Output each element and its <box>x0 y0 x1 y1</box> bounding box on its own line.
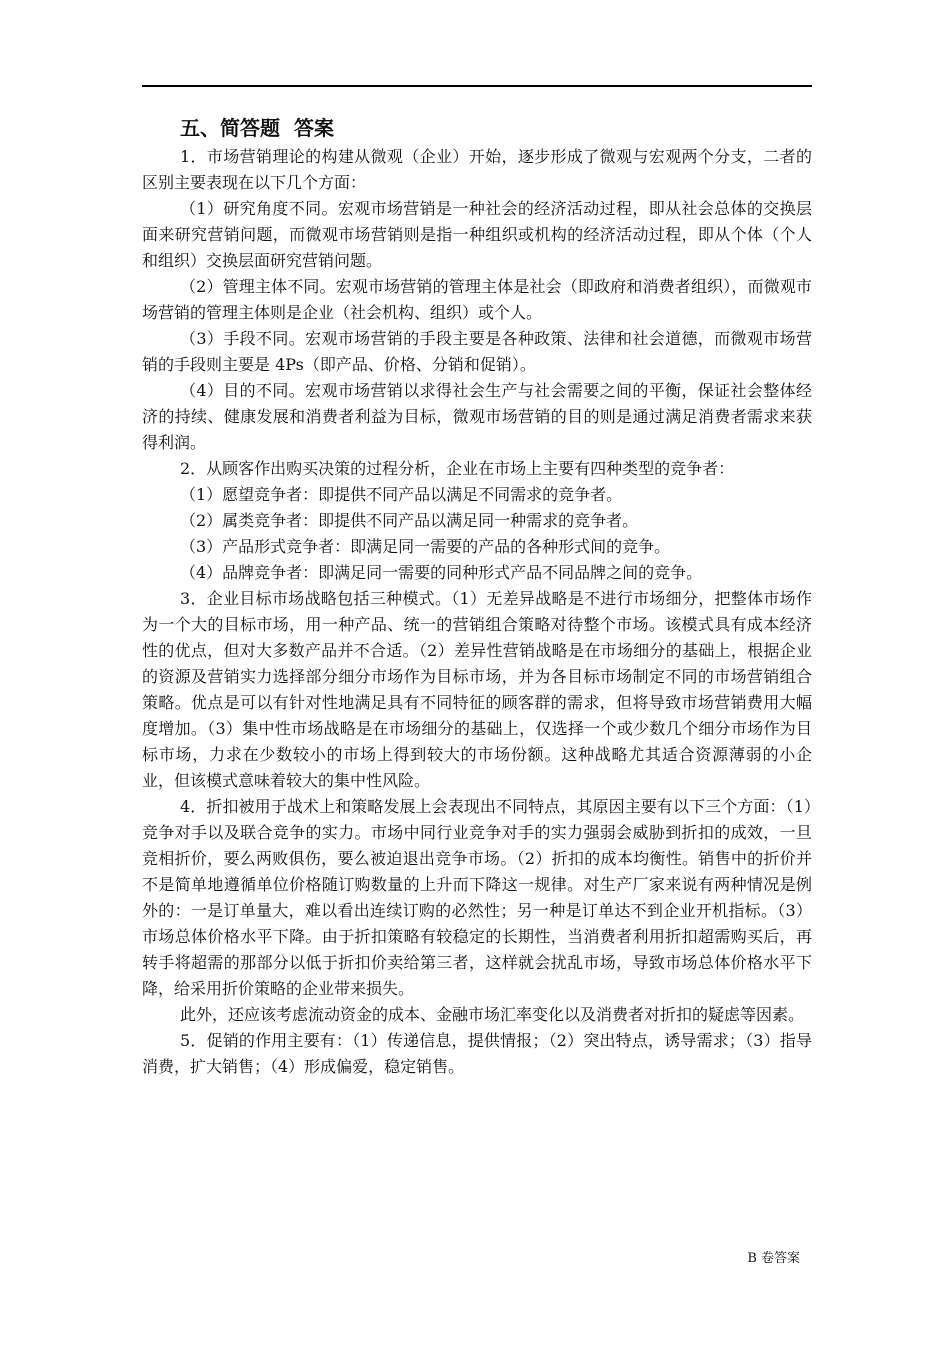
section-title-answer: 答案 <box>294 116 334 140</box>
answer-2-point-4: （4）品牌竞争者：即满足同一需要的同种形式产品不同品牌之间的竞争。 <box>180 563 703 582</box>
answer-1-intro: 1．市场营销理论的构建从微观（企业）开始，逐步形成了微观与宏观两个分支，二者的区别主要表现在以下几个方面： <box>142 147 812 192</box>
answer-4-supplement: 此外，还应该考虑流动资金的成本、金融市场汇率变化以及消费者对折扣的疑虑等因素。 <box>180 1005 805 1024</box>
section-title-main: 五、简答题 <box>180 116 280 140</box>
section-title <box>142 112 812 144</box>
answer-3: 3．企业目标市场战略包括三种模式。（1）无差异战略是不进行市场细分，把整体市场作为一个大的目标市场，用一种产品、统一的营销组合策略对待整个市场。该模式具有成本经济性的优点，但对大多数产品并不合适。（2）差异性营销战略是在市场细分的基础上，根据企业的资源及营销实力选择部分细分市场作为目标市场，并为各目标市场制定不同的市场营销组合策略。优点是可以有针对性地满足具有不同特征的顾客群的需求，但将导致市场营销费用大幅度增加。（3）集中性市场战略是在市场细分的基础上，仅选择一个或少数几个细分市场作为目标市场，力求在少数较小的市场上得到较大的市场份额。这种战略尤其适合资源薄弱的小企业，但该模式意味着较大的集中性风险。 <box>142 589 812 790</box>
answer-5: 5．促销的作用主要有：（1）传递信息，提供情报；（2）突出特点，诱导需求；（3）指导消费，扩大销售；（4）形成偏爱，稳定销售。 <box>142 1031 812 1076</box>
answer-2-point-2: （2）属类竞争者：即提供不同产品以满足同一种需求的竞争者。 <box>180 511 639 530</box>
answer-1-point-1: （1）研究角度不同。宏观市场营销是一种社会的经济活动过程，即从社会总体的交换层面来研究营销问题，而微观市场营销则是指一种组织或机构的经济活动过程，即从个体（个人和组织）交换层面研究营销问题。 <box>142 199 812 270</box>
answer-2-intro: 2．从顾客作出购买决策的过程分析，企业在市场上主要有四种类型的竞争者： <box>180 459 735 478</box>
answer-1-point-3: （3）手段不同。宏观市场营销的手段主要是各种政策、法律和社会道德，而微观市场营销的手段则主要是 4Ps（即产品、价格、分销和促销）。 <box>142 329 812 374</box>
answer-section <box>142 112 812 1080</box>
header-rule <box>142 85 812 87</box>
answer-2-point-3: （3）产品形式竞争者：即满足同一需要的产品的各种形式间的竞争。 <box>180 537 671 556</box>
answer-1-point-4: （4）目的不同。宏观市场营销以求得社会生产与社会需要之间的平衡，保证社会整体经济的持续、健康发展和消费者利益为目标，微观市场营销的目的则是通过满足消费者需求来获得利润。 <box>142 381 812 452</box>
answer-2-point-1: （1）愿望竞争者：即提供不同产品以满足不同需求的竞争者。 <box>180 485 623 504</box>
answer-4: 4．折扣被用于战术上和策略发展上会表现出不同特点，其原因主要有以下三个方面：（1）竞争对手以及联合竞争的实力。市场中同行业竞争对手的实力强弱会威胁到折扣的成效，一旦竞相折价，要么两败俱伤，要么被迫退出竞争市场。（2）折扣的成本均衡性。销售中的折价并不是简单地遵循单位价格随订购数量的上升而下降这一规律。对生产厂家来说有两种情况是例外的：一是订单量大，难以看出连续订购的必然性；另一种是订单达不到企业开机指标。（3）市场总体价格水平下降。由于折扣策略有较稳定的长期性，当消费者利用折扣超需购买后，再转手将超需的那部分以低于折扣价卖给第三者，这样就会扰乱市场，导致市场总体价格水平下降，给采用折价策略的企业带来损失。 <box>142 797 812 998</box>
answer-1-point-2: （2）管理主体不同。宏观市场营销的管理主体是社会（即政府和消费者组织），而微观市场营销的管理主体则是企业（社会机构、组织）或个人。 <box>142 277 812 322</box>
page-footer-label: B 卷答案 <box>747 1251 800 1266</box>
